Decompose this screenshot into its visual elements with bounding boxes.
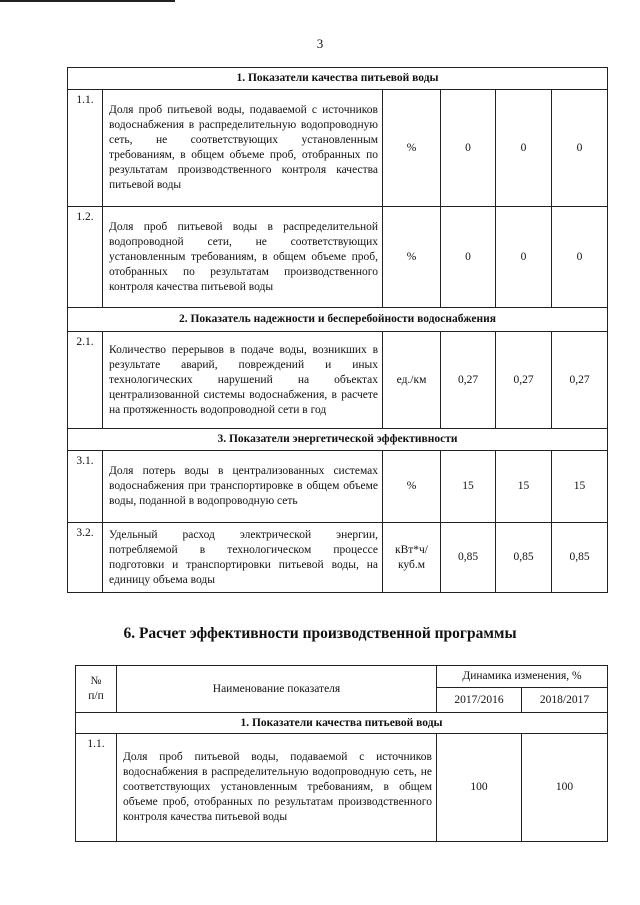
- header-year-col: 2018/2017: [522, 688, 608, 713]
- row-value: 15: [441, 451, 496, 523]
- row-value: 0,27: [441, 332, 496, 429]
- unit-line: куб.м: [397, 558, 426, 571]
- row-unit: ед./км: [383, 332, 441, 429]
- row-value: 0: [496, 207, 552, 308]
- indicators-table: [67, 67, 608, 593]
- row-value: 0: [441, 90, 496, 207]
- row-unit: %: [383, 207, 441, 308]
- section-title-reliability: 2. Показатель надежности и бесперебойности водоснабжения: [68, 308, 608, 332]
- section-title-quality: 1. Показатели качества питьевой воды: [68, 68, 608, 90]
- table-row: [68, 523, 608, 593]
- row-value: 0,27: [552, 332, 608, 429]
- table-row: [68, 332, 608, 429]
- row-unit: %: [383, 451, 441, 523]
- row-number: 3.2.: [68, 523, 103, 593]
- header-name: Наименование показателя: [117, 666, 437, 713]
- row-value: 15: [552, 451, 608, 523]
- table-row: [76, 734, 608, 842]
- header-number: [76, 666, 117, 713]
- header-year-col: 2017/2016: [437, 688, 522, 713]
- row-value: 100: [437, 734, 522, 842]
- row-description: Доля проб питьевой воды в распределительной водопроводной сети, не соответствующих установленным требованиям, в общем объеме проб, отобранных по результатам производственного контроля качества питьевой воды: [103, 207, 383, 308]
- top-rule: [0, 0, 175, 2]
- efficiency-table: [75, 665, 608, 842]
- row-description: Удельный расход электрической энергии, потребляемой в технологическом процессе подготовки и транспортировки питьевой воды, на единицу объема воды: [103, 523, 383, 593]
- row-unit: %: [383, 90, 441, 207]
- section-title-energy: 3. Показатели энергетической эффективности: [68, 429, 608, 451]
- row-description: Доля проб питьевой воды, подаваемой с источников водоснабжения в распределительную водопроводную сеть, не соответствующих установленным требованиям, в общем объеме проб, отобранных по результатам производственного контроля качества питьевой воды: [117, 734, 437, 842]
- section-title-quality: 1. Показатели качества питьевой воды: [76, 713, 608, 734]
- row-value: 15: [496, 451, 552, 523]
- row-description: Количество перерывов в подаче воды, возникших в результате аварий, повреждений и иных технологических нарушений на объектах централизованной системы водоснабжения, в расчете на протяженность водопроводной сети в год: [103, 332, 383, 429]
- header-number-line: п/п: [88, 690, 104, 702]
- table-row: [68, 451, 608, 523]
- page-number: 3: [316, 36, 324, 51]
- header-dynamics: Динамика изменения, %: [437, 666, 608, 688]
- table-row: [68, 90, 608, 207]
- row-value: 0: [441, 207, 496, 308]
- row-value: 0,85: [496, 523, 552, 593]
- row-value: 0: [552, 90, 608, 207]
- section-heading: 6. Расчет эффективности производственной программы: [123, 625, 517, 642]
- row-value: 100: [522, 734, 608, 842]
- row-value: 0,27: [496, 332, 552, 429]
- row-value: 0: [552, 207, 608, 308]
- row-number: 2.1.: [68, 332, 103, 429]
- row-description: Доля потерь воды в централизованных системах водоснабжения при транспортировке в общем объеме воды, поданной в водопроводную сеть: [103, 451, 383, 523]
- row-number: 1.2.: [68, 207, 103, 308]
- row-number: 1.1.: [68, 90, 103, 207]
- header-number-line: №: [90, 675, 102, 687]
- unit-line: кВт*ч/: [394, 543, 428, 556]
- row-unit: [383, 523, 441, 593]
- row-number: 3.1.: [68, 451, 103, 523]
- row-description: Доля проб питьевой воды, подаваемой с источников водоснабжения в распределительную водопроводную сеть, не соответствующих установленным требованиям, в общем объеме проб, отобранных по результатам производственного контроля качества питьевой воды: [103, 90, 383, 207]
- table-row: [68, 207, 608, 308]
- row-number: 1.1.: [76, 734, 117, 842]
- row-value: 0,85: [441, 523, 496, 593]
- row-value: 0: [496, 90, 552, 207]
- row-value: 0,85: [552, 523, 608, 593]
